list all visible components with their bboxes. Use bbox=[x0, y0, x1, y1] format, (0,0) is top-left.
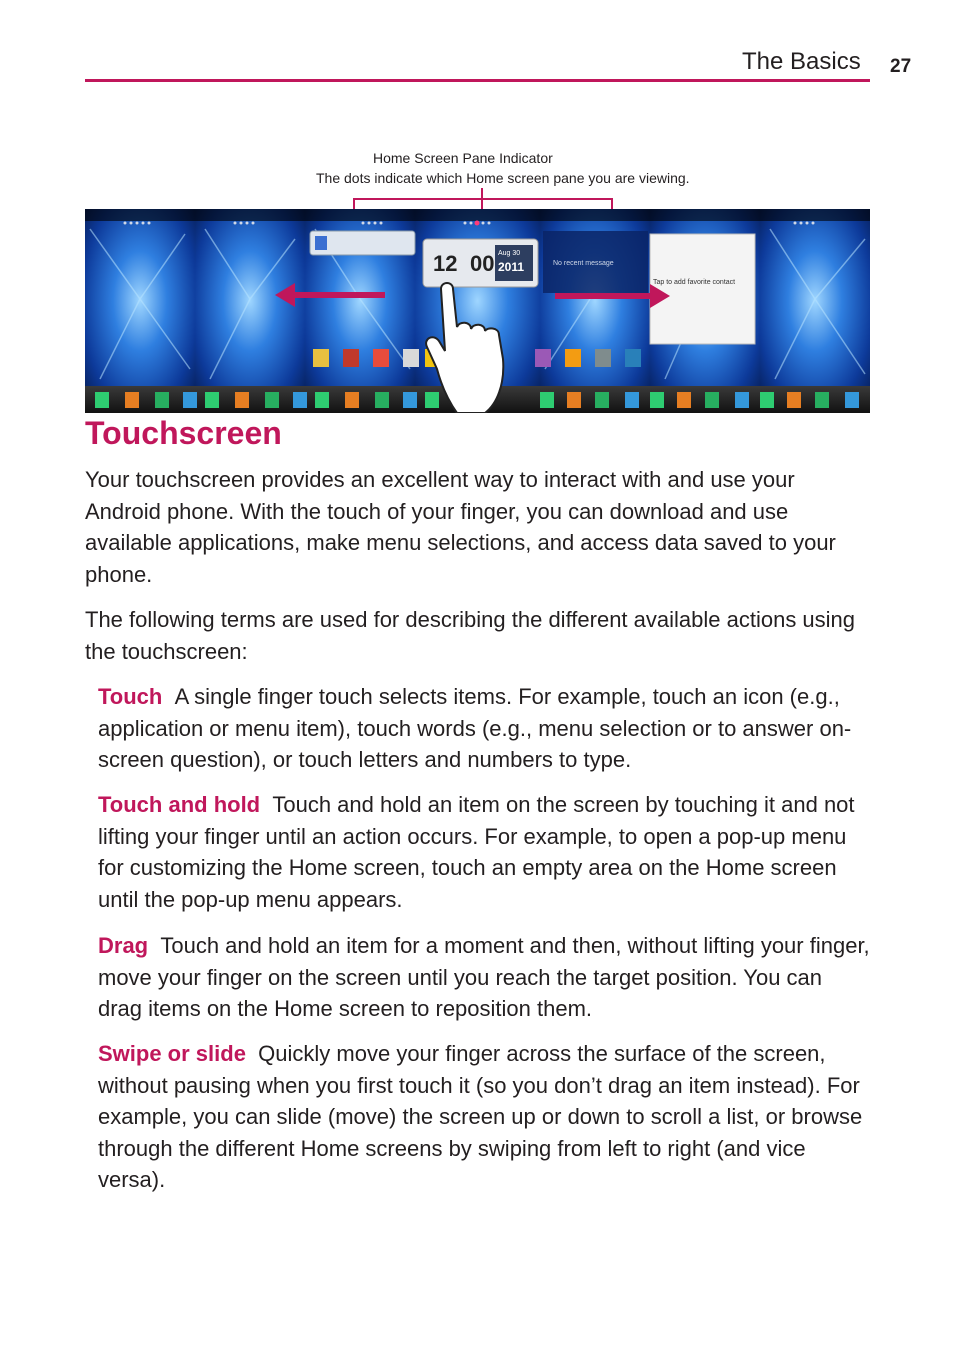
home-screens-illustration bbox=[85, 209, 870, 413]
term-label: Swipe or slide bbox=[98, 1041, 246, 1066]
section-title: The Basics bbox=[742, 48, 861, 75]
page-number: 27 bbox=[890, 56, 912, 77]
active-pane-dot bbox=[475, 221, 480, 226]
term-drag bbox=[98, 930, 870, 1025]
calendar-date: Aug 30 bbox=[498, 250, 521, 257]
home-screens-figure bbox=[85, 209, 870, 413]
calendar-year: 2011 bbox=[498, 260, 525, 274]
contacts-widget bbox=[650, 234, 755, 344]
status-bar bbox=[85, 209, 870, 221]
page-title: Touchscreen bbox=[85, 415, 282, 451]
contacts-widget-text: Tap to add favorite contact bbox=[653, 279, 736, 286]
figure-caption-title: Home Screen Pane Indicator bbox=[373, 150, 553, 166]
term-swipe-or-slide bbox=[98, 1038, 870, 1196]
term-description: Quickly move your finger across the surface of the screen, without pausing when you first touch it (so you don’t drag an item instead). For example, you can slide (move) the screen up or down to scroll a list, or browse through the different Home screens by swiping from left to right (and vice versa). bbox=[98, 1041, 863, 1192]
clock-minutes: 00 bbox=[470, 251, 495, 276]
term-description: A single finger touch selects items. For example, touch an icon (e.g., application or menu item), touch words (e.g., menu selection or to answer on-screen question), or touch letters and numbers to type. bbox=[98, 684, 852, 772]
intro-paragraph: Your touchscreen provides an excellent way to interact with and use your Android phone. With the touch of your finger, you can download and use available applications, make menu selections, and access data saved to your phone. bbox=[85, 467, 836, 587]
term-touch bbox=[98, 681, 870, 776]
terms-intro-paragraph: The following terms are used for describing the different available actions using the touchscreen: bbox=[85, 607, 856, 664]
figure-caption-text: The dots indicate which Home screen pane you are viewing. bbox=[316, 170, 690, 186]
term-description: Touch and hold an item on the screen by touching it and not lifting your finger until an action occurs. For example, to open a pop-up menu for customizing the Home screen, touch an empty area on the Home screen until the pop-up menu appears. bbox=[98, 792, 855, 912]
term-label: Touch and hold bbox=[98, 792, 261, 817]
term-touch-and-hold bbox=[98, 789, 870, 915]
message-widget-text: No recent message bbox=[553, 260, 614, 267]
google-icon bbox=[315, 236, 327, 250]
header-rule bbox=[85, 79, 870, 82]
term-label: Drag bbox=[98, 933, 149, 958]
term-description: Touch and hold an item for a moment and then, without lifting your finger, move your finger on the screen until you reach the target position. You can drag items on the Home screen to reposition them. bbox=[98, 933, 870, 1021]
term-label: Touch bbox=[98, 684, 163, 709]
clock-hours: 12 bbox=[433, 251, 458, 276]
